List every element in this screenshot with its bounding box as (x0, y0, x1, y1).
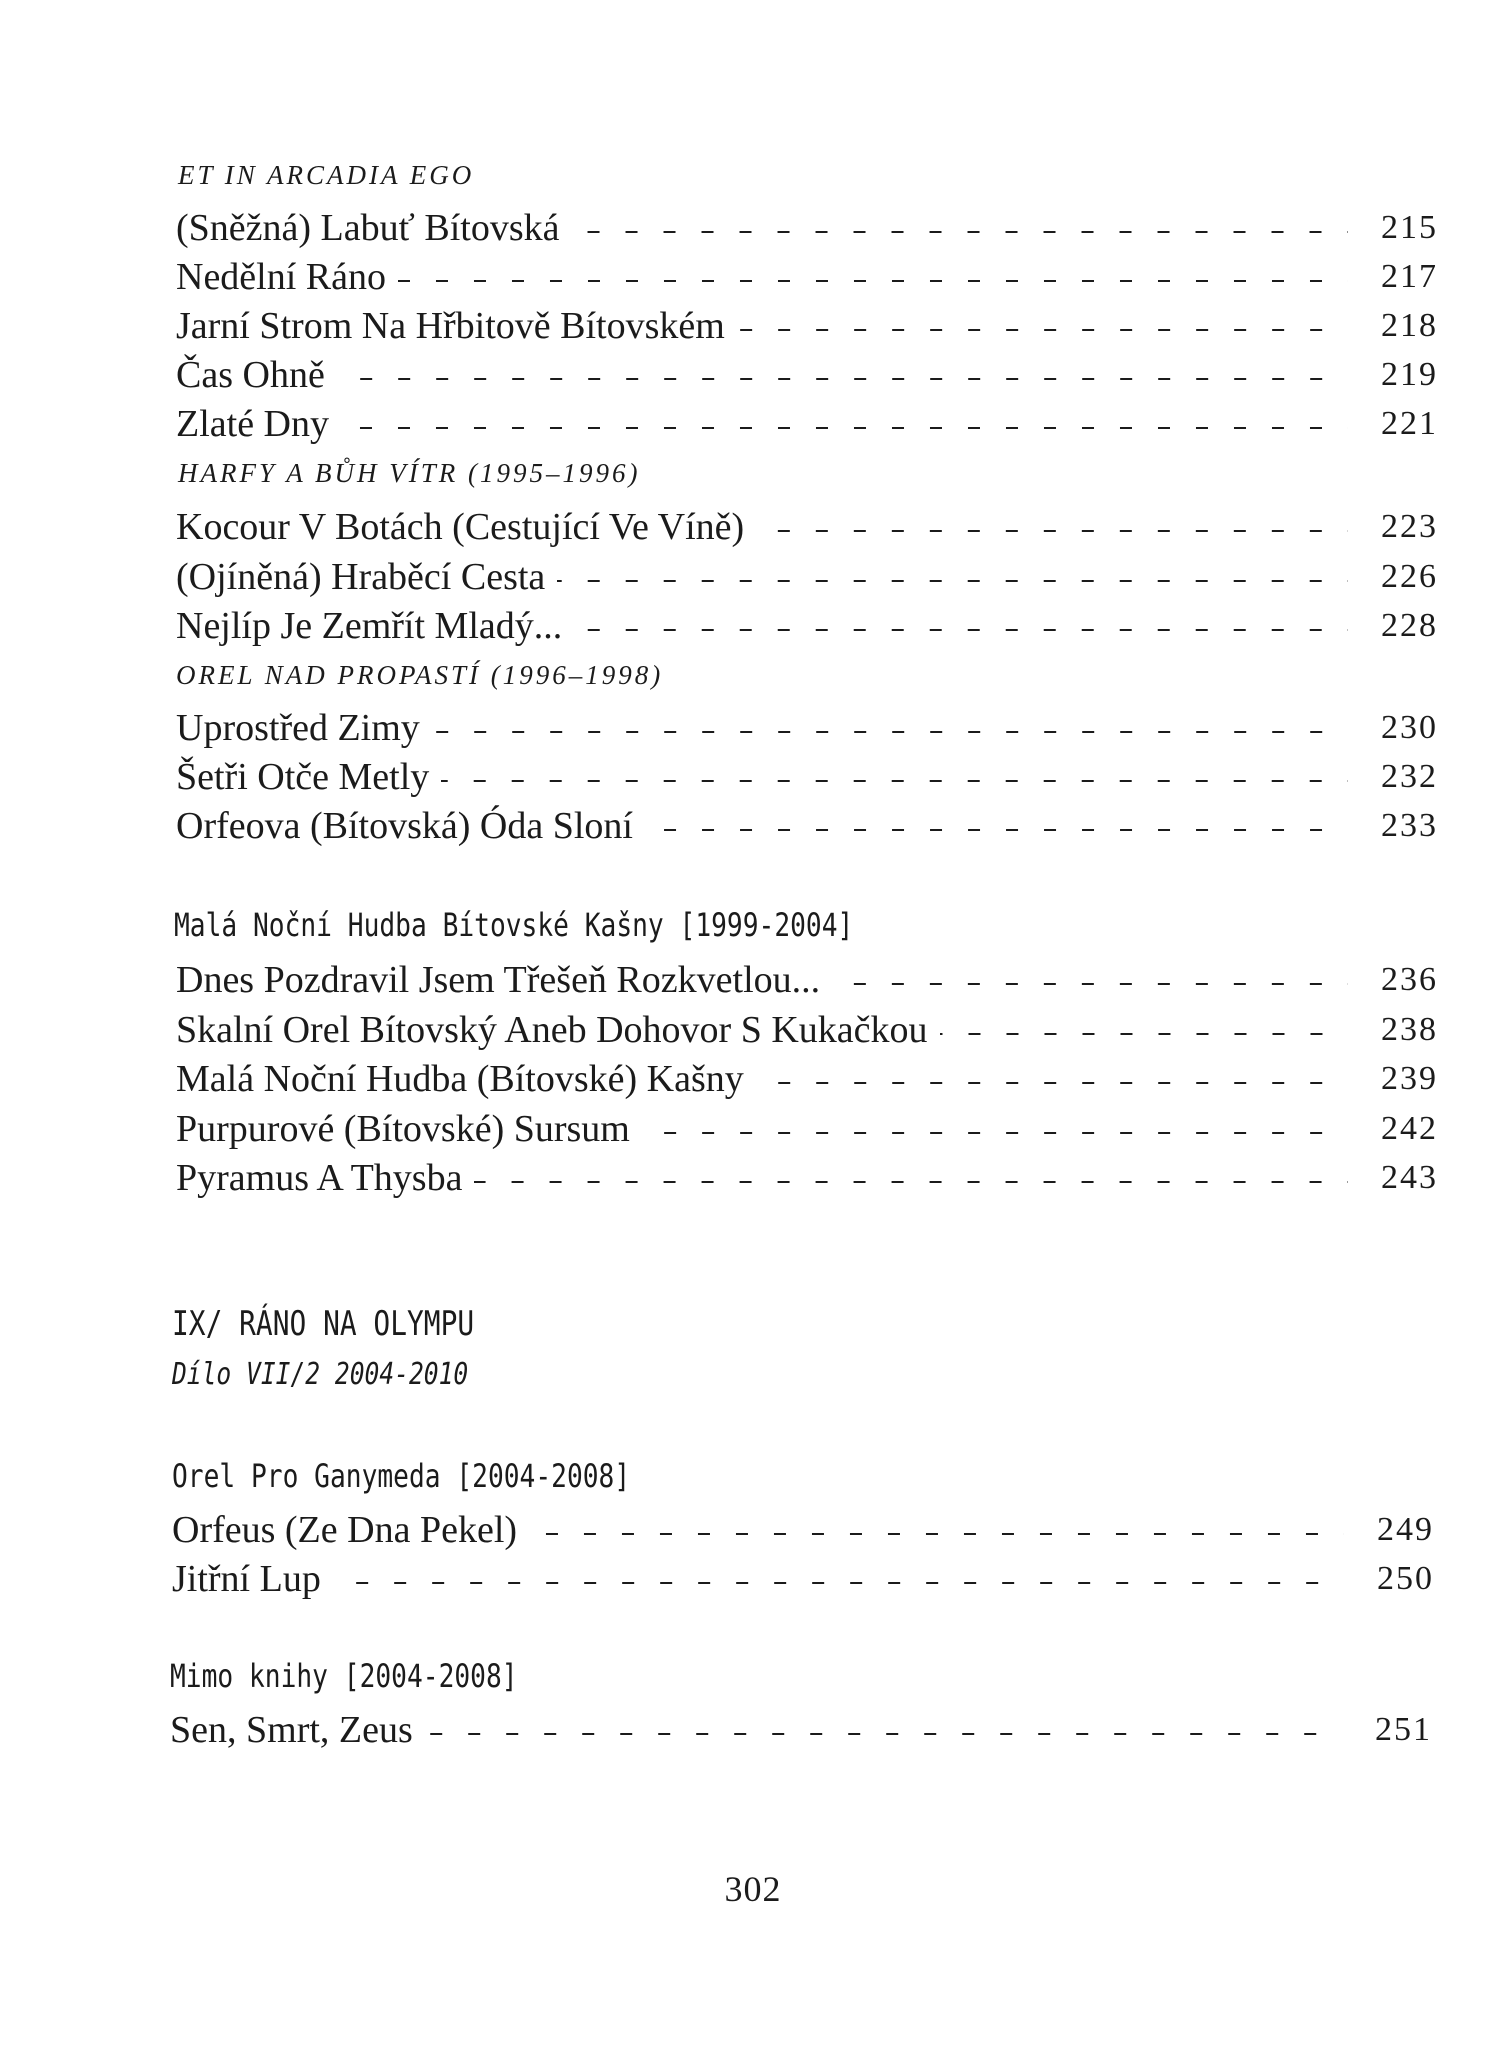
entry-page: 218 (1381, 307, 1438, 344)
entry-title: Malá Noční Hudba (Bítovské) Kašny (176, 1058, 744, 1100)
entry-page: 223 (1381, 508, 1438, 545)
toc-entry (176, 954, 1438, 1002)
dot-leader (645, 829, 1348, 831)
entry-title: Orfeus (Ze Dna Pekel) (172, 1509, 518, 1551)
entry-title: (Sněžná) Labuť Bítovská (176, 207, 560, 249)
entry-title: Skalní Orel Bítovský Aneb Dohovor S Kukačkou (176, 1009, 928, 1051)
toc-entry (176, 1103, 1438, 1151)
dot-leader (642, 1132, 1348, 1134)
entry-page: 215 (1381, 209, 1438, 246)
entry-page: 250 (1377, 1560, 1434, 1597)
section-heading-et-in-arcadia: ET IN ARCADIA EGO (178, 160, 475, 190)
dot-leader (474, 1181, 1348, 1183)
toc-entry (176, 1004, 1438, 1052)
dot-leader (571, 231, 1348, 233)
dot-leader (337, 378, 1348, 380)
entry-title: Kocour V Botách (Cestující Ve Víně) (176, 506, 745, 548)
section-heading-mimo-knihy: Mimo knihy [2004-2008] (170, 1657, 518, 1695)
toc-entry (172, 1553, 1434, 1601)
entry-title: Uprostřed Zimy (176, 707, 420, 749)
entry-page: 228 (1381, 607, 1438, 644)
section-heading-orel-pro-ganymeda: Orel Pro Ganymeda [2004-2008] (172, 1457, 631, 1495)
dot-leader (832, 983, 1348, 985)
dot-leader (333, 1582, 1344, 1584)
dot-leader (341, 427, 1348, 429)
entry-page: 236 (1381, 961, 1438, 998)
entry-title: Orfeova (Bítovská) Óda Sloní (176, 805, 633, 847)
entry-page: 249 (1377, 1511, 1434, 1548)
entry-page: 238 (1381, 1011, 1438, 1048)
entry-title: Sen, Smrt, Zeus (170, 1709, 413, 1751)
toc-entry (176, 202, 1438, 250)
toc-entry (176, 300, 1438, 348)
toc-entry (176, 702, 1438, 750)
entry-page: 233 (1381, 807, 1438, 844)
entry-title: Pyramus A Thysba (176, 1157, 463, 1199)
toc-entry (176, 398, 1438, 446)
section-heading-orel-nad-propasti: OREL NAD PROPASTÍ (1996–1998) (176, 660, 664, 690)
dot-leader (756, 1082, 1348, 1084)
entry-title: Nejlíp Je Zemřít Mladý... (176, 605, 563, 647)
entry-title: (Ojíněná) Hraběcí Cesta (176, 556, 546, 598)
page-number: 302 (724, 1869, 782, 1909)
entry-title: Jitřní Lup (172, 1558, 321, 1600)
entry-title: Purpurové (Bítovské) Sursum (176, 1108, 630, 1150)
entry-page: 219 (1381, 356, 1438, 393)
dot-leader (940, 1033, 1348, 1035)
dot-leader (756, 530, 1348, 532)
dot-leader (441, 780, 1348, 782)
section-heading-harfy: HARFY A BŮH VÍTR (1995–1996) (178, 458, 641, 488)
entry-page: 226 (1381, 558, 1438, 595)
entry-title: Nedělní Ráno (176, 256, 387, 298)
entry-page: 230 (1381, 709, 1438, 746)
dot-leader (529, 1533, 1344, 1535)
toc-entry (176, 751, 1438, 799)
toc-entry (176, 551, 1438, 599)
part-heading: IX/ RÁNO NA OLYMPU (172, 1304, 475, 1344)
toc-entry (176, 800, 1438, 848)
dot-leader (425, 1733, 1342, 1735)
entry-page: 242 (1381, 1110, 1438, 1147)
toc-entry (176, 600, 1438, 648)
dot-leader (574, 629, 1348, 631)
entry-title: Šetři Otče Metly (176, 756, 430, 798)
toc-entry (176, 1152, 1438, 1200)
dot-leader (398, 280, 1348, 282)
toc-entry (172, 1504, 1434, 1552)
entry-page: 232 (1381, 758, 1438, 795)
entry-title: Jarní Strom Na Hřbitově Bítovském (176, 305, 725, 347)
part-subheading: Dílo VII/2 2004-2010 (172, 1357, 469, 1392)
dot-leader (432, 731, 1348, 733)
entry-title: Dnes Pozdravil Jsem Třešeň Rozkvetlou... (176, 959, 821, 1001)
dot-leader (737, 329, 1348, 331)
toc-entry (176, 501, 1438, 549)
entry-page: 221 (1381, 405, 1438, 442)
toc-entry (176, 349, 1438, 397)
toc-entry (176, 251, 1438, 299)
toc-entry (176, 1053, 1438, 1101)
section-heading-mala-nocni: Malá Noční Hudba Bítovské Kašny [1999-2004] (174, 906, 854, 944)
entry-title: Zlaté Dny (176, 403, 330, 445)
entry-page: 239 (1381, 1060, 1438, 1097)
dot-leader (557, 580, 1348, 582)
toc-entry (170, 1704, 1432, 1752)
entry-title: Čas Ohně (176, 354, 325, 396)
entry-page: 217 (1381, 258, 1438, 295)
entry-page: 251 (1375, 1711, 1432, 1748)
entry-page: 243 (1381, 1159, 1438, 1196)
